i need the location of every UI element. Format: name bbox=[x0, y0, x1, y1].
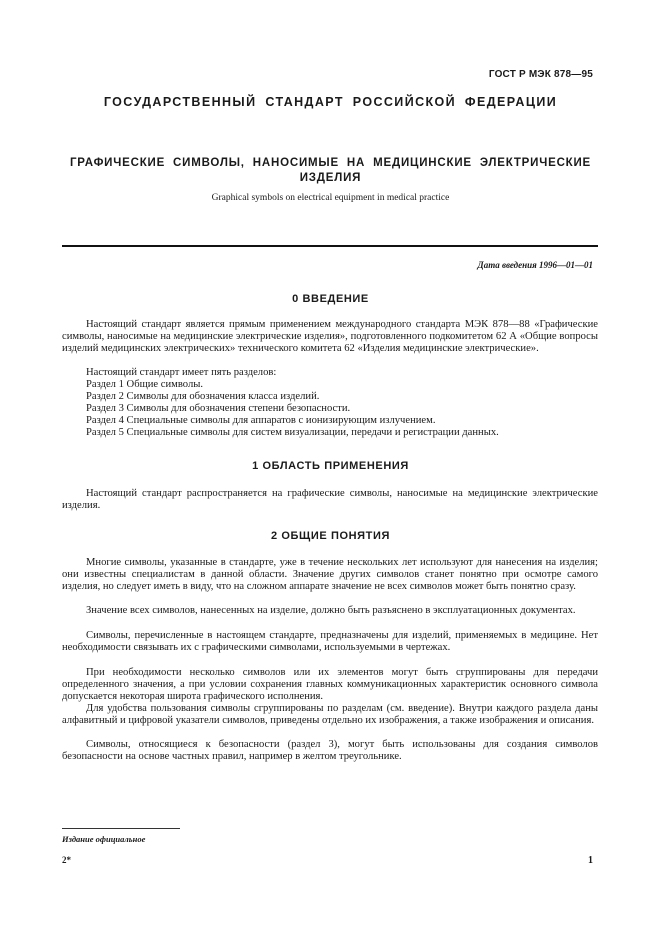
section-heading-scope: 1 ОБЛАСТЬ ПРИМЕНЕНИЯ bbox=[252, 460, 409, 472]
document-title: ГРАФИЧЕСКИЕ СИМВОЛЫ, НАНОСИМЫЕ НА МЕДИЦИНСКИЕ ЭЛЕКТРИЧЕСКИЕ ИЗДЕЛИЯ bbox=[69, 157, 592, 184]
section-list-item: Раздел 3 Символы для обозначения степени безопасности. bbox=[86, 403, 351, 414]
document-code: ГОСТ Р МЭК 878—95 bbox=[488, 69, 593, 80]
general-paragraph: Для удобства пользования символы сгруппированы по разделам (см. введение). Внутри каждого раздела даны алфавитный и цифровой указатели символов, приведены отдельно их изображения, а также изображения и описания. bbox=[62, 703, 598, 726]
section-list-item: Раздел 4 Специальные символы для аппаратов с ионизирующим излучением. bbox=[86, 415, 436, 426]
sheet-mark: 2* bbox=[62, 855, 71, 865]
title-divider bbox=[62, 245, 598, 247]
general-paragraph: Символы, перечисленные в настоящем стандарте, предназначены для изделий, применяемых в медицине. Нет необходимости связывать их с графическими символами, используемыми в чертежах. bbox=[62, 630, 598, 653]
section-list-item: Раздел 2 Символы для обозначения класса изделий. bbox=[86, 391, 320, 402]
section-list-item: Раздел 1 Общие символы. bbox=[86, 379, 203, 390]
section-heading-general: 2 ОБЩИЕ ПОНЯТИЯ bbox=[271, 530, 390, 542]
standard-header: ГОСУДАРСТВЕННЫЙ СТАНДАРТ РОССИЙСКОЙ ФЕДЕРАЦИИ bbox=[103, 95, 558, 109]
intro-line: Настоящий стандарт имеет пять разделов: bbox=[86, 367, 277, 378]
general-paragraph: Многие символы, указанные в стандарте, уже в течение нескольких лет используют для нанесения на изделия; они известны специалистам в данной области. Значение других символов станет понятно при осмотре самого изделия, но следует иметь в виду, что на сложном аппарате значение не всех символов может быть понятно сразу. bbox=[62, 557, 598, 592]
introduction-date: Дата введения 1996—01—01 bbox=[477, 260, 593, 270]
official-edition-note: Издание официальное bbox=[62, 834, 146, 844]
page-number: 1 bbox=[588, 855, 593, 866]
footer-divider bbox=[62, 828, 180, 829]
section-heading-introduction: 0 ВВЕДЕНИЕ bbox=[292, 293, 369, 305]
section-list-item: Раздел 5 Специальные символы для систем визуализации, передачи и регистрации данных. bbox=[86, 427, 499, 438]
intro-paragraph: Настоящий стандарт является прямым применением международного стандарта МЭК 878—88 «Графические символы, наносимые на медицинские электрические изделия», подготовленного подкомитетом 62 А «Общие вопросы изделий медицинских электрических» технического комитета 62 «Изделия медицинские электрические». bbox=[62, 319, 598, 354]
english-subtitle: Graphical symbols on electrical equipment in medical practice bbox=[211, 193, 450, 203]
general-paragraph: При необходимости несколько символов или их элементов могут быть сгруппированы для передачи определенного значения, а при условии сохранения главных коммуникационных характеристик основного символа допускается некоторая широта графического исполнения. bbox=[62, 667, 598, 702]
general-paragraph: Символы, относящиеся к безопасности (раздел 3), могут быть использованы для создания символов безопасности на основе частных правил, например в желтом треугольнике. bbox=[62, 739, 598, 762]
general-paragraph: Значение всех символов, нанесенных на изделие, должно быть разъяснено в эксплуатационных документах. bbox=[86, 605, 576, 616]
scope-paragraph: Настоящий стандарт распространяется на графические символы, наносимые на медицинские электрические изделия. bbox=[62, 488, 598, 511]
